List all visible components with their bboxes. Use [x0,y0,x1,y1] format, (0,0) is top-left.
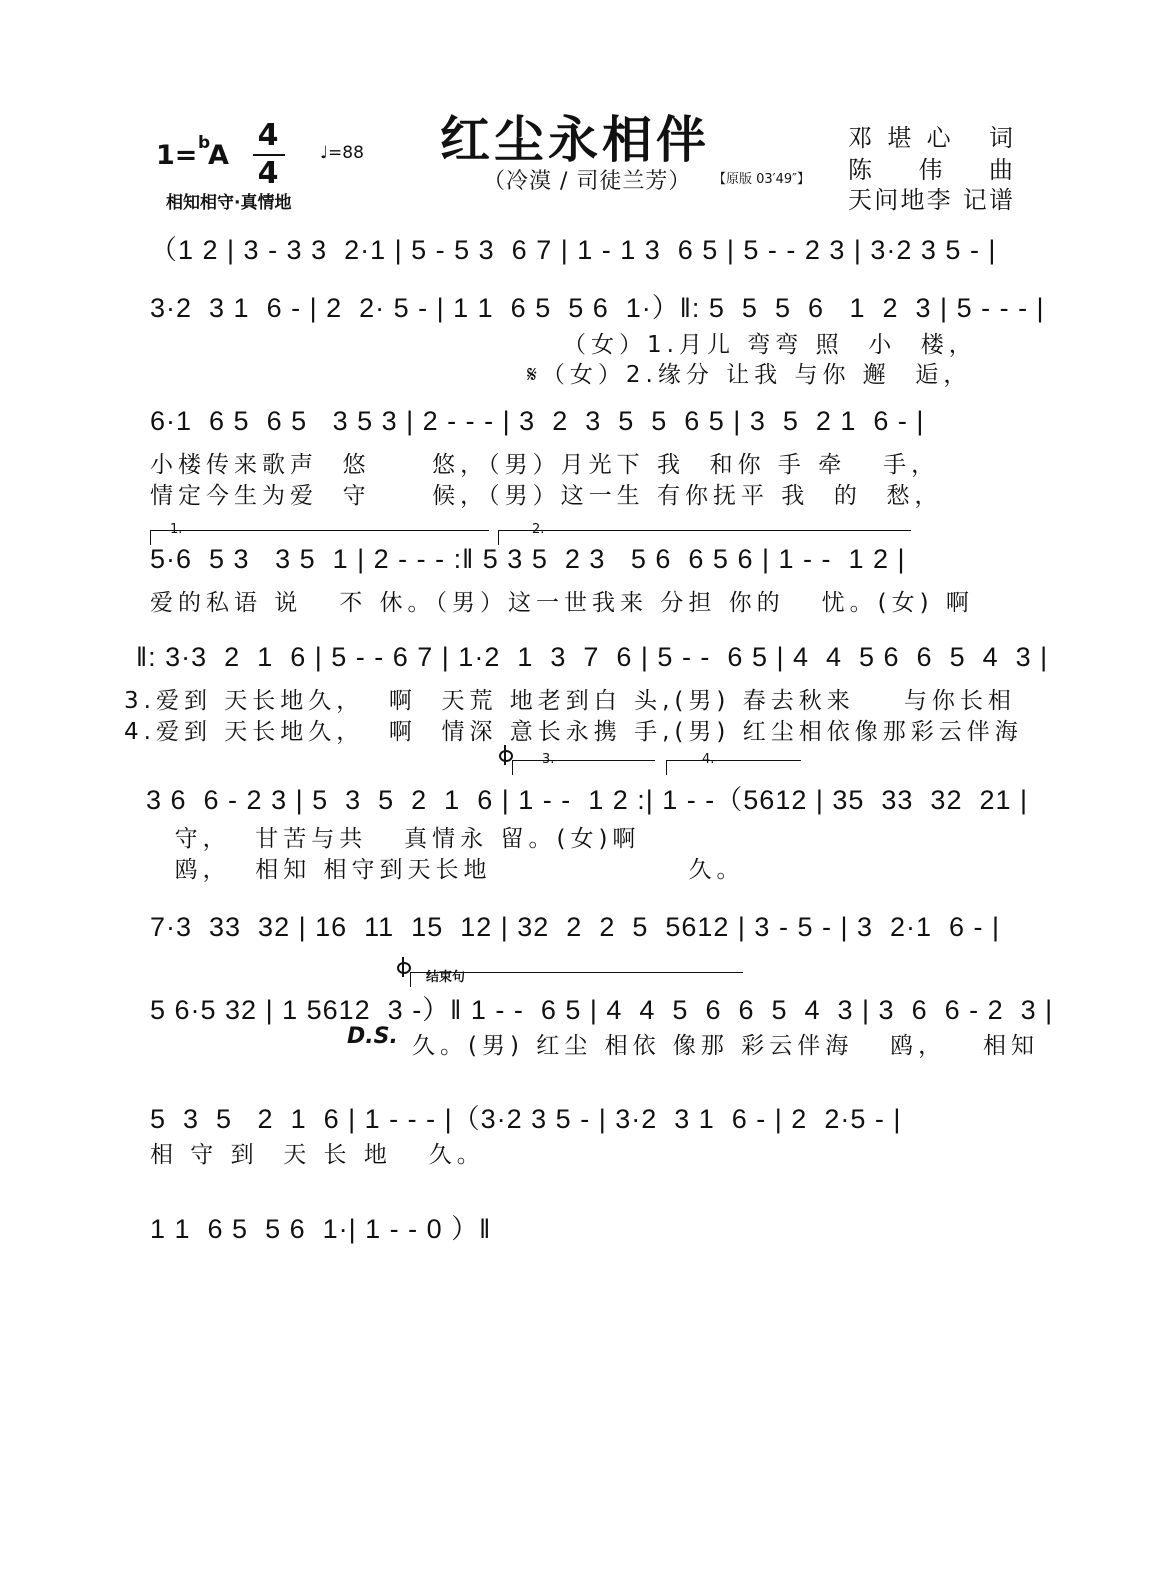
volta-bracket-4 [666,760,801,775]
tempo-mark: ♩=88 [320,143,364,163]
lyric-line-8: 久。(男) 红尘 相依 像那 彩云伴海 鸥， 相知 [412,1033,1040,1059]
lyric-line-3-verse-2: 情定今生为爱 守 候，（男）这一生 有你抚平 我 的 愁， [150,483,943,509]
dal-segno-mark: D.S. [347,1024,398,1049]
lyric-line-5-verse-3: 3.爱到 天长地久， 啊 天荒 地老到白 头,(男) 春去秋来 与你长相 [124,688,1016,714]
expression-mark: 相知相守·真情地 [166,193,292,213]
notation-line-6: 3 6 6 - 2 3 | 5 3 5 2 1 6 | 1 - - 1 2 :| 1 - -（5612 | 35 33 32 21 | [146,785,1029,815]
lyric-line-6-verse-4: 鸥， 相知 相守到天长地 久。 [150,857,745,883]
notation-line-5: ‖: 3·3 2 1 6 | 5 - - 6 7 | 1·2 1 3 7 6 | 5 - - 6 5 | 4 4 5 6 6 5 4 3 | [136,642,1049,672]
ending-label: 结束句 [426,970,466,985]
notation-line-1: （1 2 | 3 - 3 3 2·1 | 5 - 5 3 6 7 | 1 - 1 3 6 5 | 5 - - 2 3 | 3·2 3 5 - | [150,235,997,265]
coda-sign-icon [498,748,512,762]
lyric-line-9: 相 守 到 天 长 地 久。 [150,1142,485,1168]
notation-line-3: 6·1 6 5 6 5 3 5 3 | 2 - - - | 3 2 3 5 5 6 5 | 3 5 2 1 6 - | [150,406,925,436]
notation-line-8: 5 6·5 32 | 1 5612 3 -）‖ 1 - - 6 5 | 4 4 5 6 6 5 4 3 | 3 6 6 - 2 3 | [150,995,1054,1025]
meter-bottom: 4 [257,156,279,191]
transcriber-credit: 天问地李 记谱 [848,186,1013,214]
lyric-line-4: 爱的私语 说 不 休。（男）这一世我来 分担 你的 忧。(女) 啊 [150,590,974,616]
notation-line-7: 7·3 33 32 | 16 11 15 12 | 32 2 2 5 5612 | 3 - 5 - | 3 2·1 6 - | [150,912,1001,942]
lyric-line-2-verse-2: 𝄋（女）2.缘分 让我 与你 邂 逅， [527,362,972,388]
lyric-line-2-verse-1: （女）1.月儿 弯弯 照 小 楼， [563,332,977,358]
volta-bracket-3 [512,760,655,775]
coda-ending-icon [396,960,410,974]
version-note: 【原版 03′49″】 [713,172,811,187]
volta-bracket-2 [498,530,911,545]
meter-top: 4 [257,118,279,153]
volta-bracket-1 [150,530,489,545]
notation-line-9: 5 3 5 2 1 6 | 1 - - - |（3·2 3 5 - | 3·2 3 1 6 - | 2 2·5 - | [150,1104,902,1134]
key-letter: A [208,140,229,171]
composer-credit: 陈 伟 曲 [848,156,1013,184]
key-flat: b [198,133,211,153]
volta-label-3: 3. [542,752,555,767]
notation-line-10: 1 1 6 5 5 6 1·| 1 - - 0 ）‖ [150,1214,492,1244]
song-title: 红尘永相伴 [440,111,710,169]
notation-line-4: 5·6 5 3 3 5 1 | 2 - - - :‖ 5 3 5 2 3 5 6 6 5 6 | 1 - - 1 2 | [150,544,906,574]
performers: （冷漠 / 司徒兰芳） [483,169,692,194]
notation-line-2: 3·2 3 1 6 - | 2 2· 5 - | 1 1 6 5 5 6 1·）‖: 5 5 5 6 1 2 3 | 5 - - - | [150,293,1045,323]
lyric-line-3-verse-1: 小楼传来歌声 悠 悠，（男）月光下 我 和你 手 牵 手， [150,452,940,478]
key-prefix: 1= [156,140,198,171]
lyric-line-5-verse-4: 4.爱到 天长地久， 啊 情深 意长永携 手,(男) 红尘相依像那彩云伴海 [124,719,1023,745]
lyric-line-6-verse-3: 守， 甘苦与共 真情永 留。(女)啊 [150,826,641,852]
volta-label-1: 1. [170,522,183,537]
volta-label-4: 4. [702,752,715,767]
lyricist-credit: 邓堪心 词 [848,124,1013,152]
volta-label-2: 2. [532,522,545,537]
